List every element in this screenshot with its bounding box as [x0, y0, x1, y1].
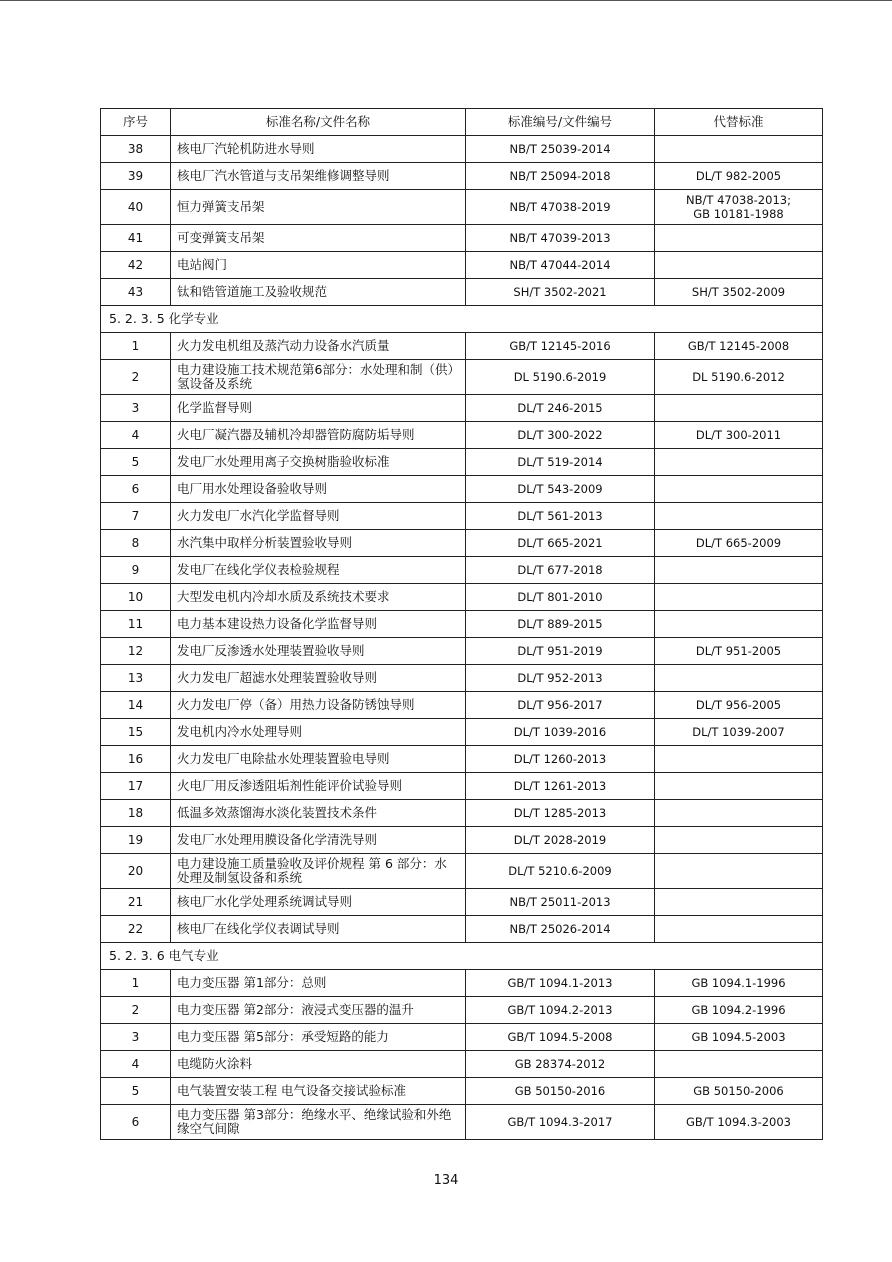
- row-name: 电缆防火涂料: [171, 1051, 466, 1078]
- row-code: DL/T 1039-2016: [466, 719, 655, 746]
- row-replaced: GB 1094.1-1996: [655, 970, 823, 997]
- row-code: GB 50150-2016: [466, 1078, 655, 1105]
- row-replaced: DL/T 300-2011: [655, 422, 823, 449]
- row-name: 核电厂汽轮机防进水导则: [171, 136, 466, 163]
- row-name: 水汽集中取样分析装置验收导则: [171, 530, 466, 557]
- row-replaced: [655, 773, 823, 800]
- row-replaced: [655, 190, 823, 225]
- row-no: 14: [101, 692, 171, 719]
- row-no: 18: [101, 800, 171, 827]
- row-replaced: GB/T 12145-2008: [655, 333, 823, 360]
- row-replaced: SH/T 3502-2009: [655, 279, 823, 306]
- row-no: 10: [101, 584, 171, 611]
- row-no: 12: [101, 638, 171, 665]
- row-code: NB/T 25011-2013: [466, 889, 655, 916]
- table-row: [101, 333, 823, 360]
- row-code: DL/T 2028-2019: [466, 827, 655, 854]
- row-replaced: [655, 136, 823, 163]
- table-row: [101, 163, 823, 190]
- row-name: 火电厂凝汽器及辅机冷却器管防腐防垢导则: [171, 422, 466, 449]
- row-name: 电力变压器 第5部分：承受短路的能力: [171, 1024, 466, 1051]
- row-no: 6: [101, 1105, 171, 1140]
- row-no: 17: [101, 773, 171, 800]
- row-code: GB/T 1094.1-2013: [466, 970, 655, 997]
- row-code: DL/T 5210.6-2009: [466, 854, 655, 889]
- row-replaced: [655, 889, 823, 916]
- row-no: 4: [101, 422, 171, 449]
- row-code: DL/T 1260-2013: [466, 746, 655, 773]
- row-code: DL/T 246-2015: [466, 395, 655, 422]
- header-name: 标准名称/文件名称: [171, 109, 466, 136]
- row-no: 1: [101, 333, 171, 360]
- row-code: DL/T 951-2019: [466, 638, 655, 665]
- table-row: [101, 1078, 823, 1105]
- row-name: 化学监督导则: [171, 395, 466, 422]
- table-row: [101, 1105, 823, 1140]
- table-row: [101, 997, 823, 1024]
- row-replaced: GB 1094.2-1996: [655, 997, 823, 1024]
- section-row-chemistry: [101, 306, 823, 333]
- table-row: [101, 449, 823, 476]
- row-no: 20: [101, 854, 171, 889]
- row-replaced: [655, 225, 823, 252]
- row-no: 22: [101, 916, 171, 943]
- row-no: 16: [101, 746, 171, 773]
- row-name: 火力发电厂水汽化学监督导则: [171, 503, 466, 530]
- row-no: 41: [101, 225, 171, 252]
- row-name: 电气装置安装工程 电气设备交接试验标准: [171, 1078, 466, 1105]
- row-name: 火力发电厂停（备）用热力设备防锈蚀导则: [171, 692, 466, 719]
- row-no: 3: [101, 395, 171, 422]
- table-row: [101, 1051, 823, 1078]
- row-no: 11: [101, 611, 171, 638]
- table-row: [101, 611, 823, 638]
- row-code: NB/T 25094-2018: [466, 163, 655, 190]
- row-name: 火力发电厂电除盐水处理装置验电导则: [171, 746, 466, 773]
- table-row: [101, 665, 823, 692]
- row-code: DL/T 889-2015: [466, 611, 655, 638]
- row-name: 电力建设施工质量验收及评价规程 第 6 部分：水处理及制氢设备和系统: [171, 854, 466, 889]
- section-title-electrical: 5. 2. 3. 6 电气专业: [101, 943, 823, 970]
- row-name: 火力发电厂超滤水处理装置验收导则: [171, 665, 466, 692]
- table-row: [101, 746, 823, 773]
- row-replaced: GB/T 1094.3-2003: [655, 1105, 823, 1140]
- row-code: DL/T 543-2009: [466, 476, 655, 503]
- replaced-line-2: GB 10181-1988: [693, 207, 784, 221]
- header-code: 标准编号/文件编号: [466, 109, 655, 136]
- row-replaced: [655, 503, 823, 530]
- row-name: 电厂用水处理设备验收导则: [171, 476, 466, 503]
- row-replaced: [655, 854, 823, 889]
- row-name: 发电厂反渗透水处理装置验收导则: [171, 638, 466, 665]
- row-code: DL 5190.6-2019: [466, 360, 655, 395]
- table-row: [101, 252, 823, 279]
- table-row: [101, 503, 823, 530]
- row-name: 可变弹簧支吊架: [171, 225, 466, 252]
- row-replaced: GB 1094.5-2003: [655, 1024, 823, 1051]
- row-no: 43: [101, 279, 171, 306]
- row-replaced: DL/T 665-2009: [655, 530, 823, 557]
- row-replaced: DL 5190.6-2012: [655, 360, 823, 395]
- row-replaced: [655, 827, 823, 854]
- row-no: 5: [101, 449, 171, 476]
- table-row: [101, 395, 823, 422]
- row-name: 大型发电机内冷却水质及系统技术要求: [171, 584, 466, 611]
- top-border-line: [0, 0, 892, 1]
- row-code: DL/T 956-2017: [466, 692, 655, 719]
- table-header-row: [101, 109, 823, 136]
- row-replaced: GB 50150-2006: [655, 1078, 823, 1105]
- row-replaced: [655, 746, 823, 773]
- row-replaced: DL/T 1039-2007: [655, 719, 823, 746]
- row-code: NB/T 25039-2014: [466, 136, 655, 163]
- table-row: [101, 279, 823, 306]
- row-no: 7: [101, 503, 171, 530]
- row-replaced: [655, 395, 823, 422]
- row-no: 13: [101, 665, 171, 692]
- row-no: 39: [101, 163, 171, 190]
- row-code: GB/T 1094.3-2017: [466, 1105, 655, 1140]
- section-title-chemistry: 5. 2. 3. 5 化学专业: [101, 306, 823, 333]
- row-name: 发电机内冷水处理导则: [171, 719, 466, 746]
- row-code: DL/T 519-2014: [466, 449, 655, 476]
- row-code: DL/T 801-2010: [466, 584, 655, 611]
- row-name: 火电厂用反渗透阻垢剂性能评价试验导则: [171, 773, 466, 800]
- row-replaced: DL/T 956-2005: [655, 692, 823, 719]
- row-name: 核电厂在线化学仪表调试导则: [171, 916, 466, 943]
- table-row: [101, 476, 823, 503]
- row-name: 钛和锆管道施工及验收规范: [171, 279, 466, 306]
- row-no: 19: [101, 827, 171, 854]
- table-row: [101, 692, 823, 719]
- table-row: [101, 970, 823, 997]
- table-row: [101, 557, 823, 584]
- row-no: 5: [101, 1078, 171, 1105]
- row-replaced: [655, 584, 823, 611]
- header-replaced: 代替标准: [655, 109, 823, 136]
- row-replaced: [655, 611, 823, 638]
- row-replaced: [655, 557, 823, 584]
- row-code: DL/T 665-2021: [466, 530, 655, 557]
- row-replaced: DL/T 951-2005: [655, 638, 823, 665]
- row-name: 发电厂在线化学仪表检验规程: [171, 557, 466, 584]
- row-name: 电力变压器 第3部分：绝缘水平、绝缘试验和外绝缘空气间隙: [171, 1105, 466, 1140]
- row-no: 9: [101, 557, 171, 584]
- row-no: 15: [101, 719, 171, 746]
- table-row: [101, 530, 823, 557]
- header-no: 序号: [101, 109, 171, 136]
- row-name: 火力发电机组及蒸汽动力设备水汽质量: [171, 333, 466, 360]
- table-row: [101, 360, 823, 395]
- row-code: GB/T 12145-2016: [466, 333, 655, 360]
- row-code: GB 28374-2012: [466, 1051, 655, 1078]
- table-row: [101, 422, 823, 449]
- table-row: [101, 638, 823, 665]
- row-no: 2: [101, 997, 171, 1024]
- row-name: 发电厂水处理用膜设备化学清洗导则: [171, 827, 466, 854]
- row-code: GB/T 1094.5-2008: [466, 1024, 655, 1051]
- table-row: [101, 719, 823, 746]
- row-no: 2: [101, 360, 171, 395]
- row-code: DL/T 561-2013: [466, 503, 655, 530]
- row-replaced: [655, 476, 823, 503]
- row-name: 电力变压器 第1部分：总则: [171, 970, 466, 997]
- row-code: DL/T 1261-2013: [466, 773, 655, 800]
- row-name: 恒力弹簧支吊架: [171, 190, 466, 225]
- row-name: 电站阀门: [171, 252, 466, 279]
- row-code: DL/T 300-2022: [466, 422, 655, 449]
- row-code: DL/T 677-2018: [466, 557, 655, 584]
- row-no: 6: [101, 476, 171, 503]
- table-row: [101, 854, 823, 889]
- row-code: NB/T 25026-2014: [466, 916, 655, 943]
- row-no: 21: [101, 889, 171, 916]
- row-name: 电力建设施工技术规范第6部分：水处理和制（供）氢设备及系统: [171, 360, 466, 395]
- row-code: NB/T 47039-2013: [466, 225, 655, 252]
- row-replaced: [655, 252, 823, 279]
- replaced-line-1: NB/T 47038-2013;: [686, 193, 791, 207]
- row-no: 4: [101, 1051, 171, 1078]
- row-no: 3: [101, 1024, 171, 1051]
- table-row: [101, 800, 823, 827]
- page-number: 134: [433, 1173, 459, 1188]
- row-name: 发电厂水处理用离子交换树脂验收标准: [171, 449, 466, 476]
- row-no: 8: [101, 530, 171, 557]
- row-no: 42: [101, 252, 171, 279]
- row-name: 电力变压器 第2部分：液浸式变压器的温升: [171, 997, 466, 1024]
- row-code: NB/T 47038-2019: [466, 190, 655, 225]
- row-code: DL/T 1285-2013: [466, 800, 655, 827]
- row-replaced: [655, 800, 823, 827]
- row-replaced: [655, 1051, 823, 1078]
- row-no: 1: [101, 970, 171, 997]
- row-code: NB/T 47044-2014: [466, 252, 655, 279]
- row-code: GB/T 1094.2-2013: [466, 997, 655, 1024]
- standards-table: [100, 108, 823, 1140]
- row-name: 低温多效蒸馏海水淡化装置技术条件: [171, 800, 466, 827]
- row-replaced: [655, 665, 823, 692]
- table-row: [101, 773, 823, 800]
- row-replaced: [655, 916, 823, 943]
- row-name: 核电厂汽水管道与支吊架维修调整导则: [171, 163, 466, 190]
- table-row: [101, 889, 823, 916]
- row-replaced: DL/T 982-2005: [655, 163, 823, 190]
- table-row: [101, 136, 823, 163]
- table-row: [101, 584, 823, 611]
- row-code: DL/T 952-2013: [466, 665, 655, 692]
- row-no: 40: [101, 190, 171, 225]
- row-code: SH/T 3502-2021: [466, 279, 655, 306]
- row-replaced: [655, 449, 823, 476]
- table-row: [101, 1024, 823, 1051]
- section-row-electrical: [101, 943, 823, 970]
- table-row: [101, 190, 823, 225]
- table-row: [101, 225, 823, 252]
- row-name: 核电厂水化学处理系统调试导则: [171, 889, 466, 916]
- table-row: [101, 916, 823, 943]
- table-row: [101, 827, 823, 854]
- row-name: 电力基本建设热力设备化学监督导则: [171, 611, 466, 638]
- row-no: 38: [101, 136, 171, 163]
